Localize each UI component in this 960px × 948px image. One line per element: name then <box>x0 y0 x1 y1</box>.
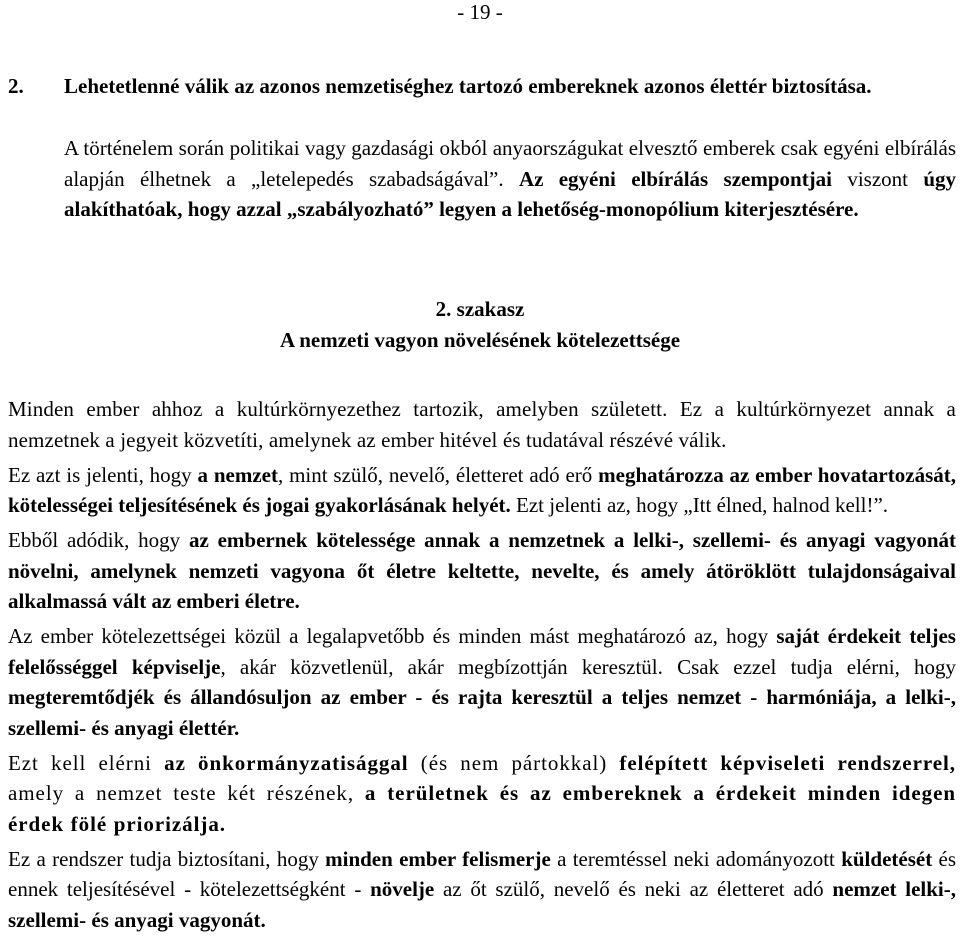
p4-text-c: , akár közvetlenül, akár megbízottján keresztül. Csak ezzel tudja elérni, hogy <box>220 654 957 679</box>
p3-text-a: Ebből adódik, hogy <box>8 528 189 552</box>
p5-bold-d: felépített képviseleti rendszerrel, <box>619 750 956 775</box>
p5-bold-b: az önkormányzatisággal <box>164 750 409 775</box>
p5-text-a: Ezt kell elérni <box>8 750 165 775</box>
paragraph-5 <box>8 748 956 840</box>
section-title: A nemzeti vagyon növelésének kötelezettsége <box>279 328 681 352</box>
paragraph-1: Minden ember ahhoz a kultúrkörnyezethez tartozik, amelyben született. Ez a kultúrkörnyezet annak a nemzetnek a jegyeit közvetíti, amelynek az ember hitével és tudatával részévé válik. <box>8 397 956 452</box>
p4-text-a: Az ember kötelezettségei közül a legalapvetőbb és minden mást meghatározó az, hogy <box>8 624 777 648</box>
intro-paragraph <box>64 133 956 225</box>
numbered-item <box>8 71 956 102</box>
p4-bold-b: saját érdekeit teljes felelősséggel képviselje <box>8 624 956 679</box>
p5-text-c: (és nem pártokkal) <box>408 750 620 775</box>
p6-text-e: és ennek teljesítésével - kötelezettségként - <box>8 846 956 901</box>
p6-text-g: az őt szülő, nevelő és neki az életteret adó <box>434 877 833 901</box>
p5-text-e: amely a nemzet teste két részének, <box>8 781 365 805</box>
intro-text-1: A történelem során politikai vagy gazdasági okból anyaországukat elvesztő emberek csak egyéni elbírálás alapján élhetnek a „letelepedés szabadságával”. <box>64 136 956 191</box>
item-number: 2. <box>8 74 24 98</box>
p6-bold-d: küldetését <box>841 846 933 871</box>
p6-bold-h: nemzet lelki-, szellemi- és anyagi vagyonát. <box>8 877 957 932</box>
p6-bold-f: növelje <box>370 877 435 901</box>
p2-text-c: , mint szülő, nevelő, életteret adó erő <box>278 462 599 487</box>
p2-bold-d: meghatározza az ember hovatartozását, kötelességei teljesítésének és jogai gyakorlásának helyét. <box>8 462 956 517</box>
paragraph-4 <box>8 621 956 743</box>
item-text: Lehetetlenné válik az azonos nemzetiséghez tartozó embereknek azonos élettér biztosítása. <box>64 74 872 98</box>
p4-bold-d: megteremtődjék és állandósuljon az ember - és rajta keresztül a teljes nemzet - harmóniája, a lelki-, szellemi- és anyagi élettér. <box>8 685 956 740</box>
p6-text-c: a teremtéssel neki adományozott <box>550 846 842 871</box>
page-number: - 19 - <box>457 0 503 24</box>
p2-text-a: Ez azt is jelenti, hogy <box>8 462 198 487</box>
paragraph-2 <box>8 460 956 521</box>
intro-bold-1: Az egyéni elbírálás szempontjai <box>518 166 833 191</box>
p6-text-a: Ez a rendszer tudja biztosítani, hogy <box>8 846 326 871</box>
paragraph-3 <box>8 525 956 617</box>
section-body <box>8 394 956 940</box>
intro-bold-2: úgy alakíthatóak, hogy azzal „szabályozható” legyen a lehetőség-monopólium kiterjesztésére. <box>64 166 956 221</box>
p2-bold-b: a nemzet <box>197 462 278 487</box>
intro-text-2: viszont <box>832 166 924 191</box>
p5-bold-f: a területnek és az embereknek a érdekeit minden idegen érdek fölé priorizálja. <box>8 781 956 836</box>
p2-text-e: Ezt jelenti az, hogy „Itt élned, halnod kell!”. <box>510 493 889 517</box>
section-heading <box>0 294 960 356</box>
p3-bold-b: az embernek kötelessége annak a nemzetnek a lelki-, szellemi- és anyagi vagyonát növelni, amelynek nemzeti vagyona őt életre keltette, nevelte, és amely átöröklött tulajdonságaival alkalmassá vált az emberi életre. <box>8 528 956 613</box>
paragraph-6 <box>8 844 956 936</box>
section-number: 2. szakasz <box>435 297 525 321</box>
p6-bold-b: minden ember felismerje <box>325 846 551 871</box>
